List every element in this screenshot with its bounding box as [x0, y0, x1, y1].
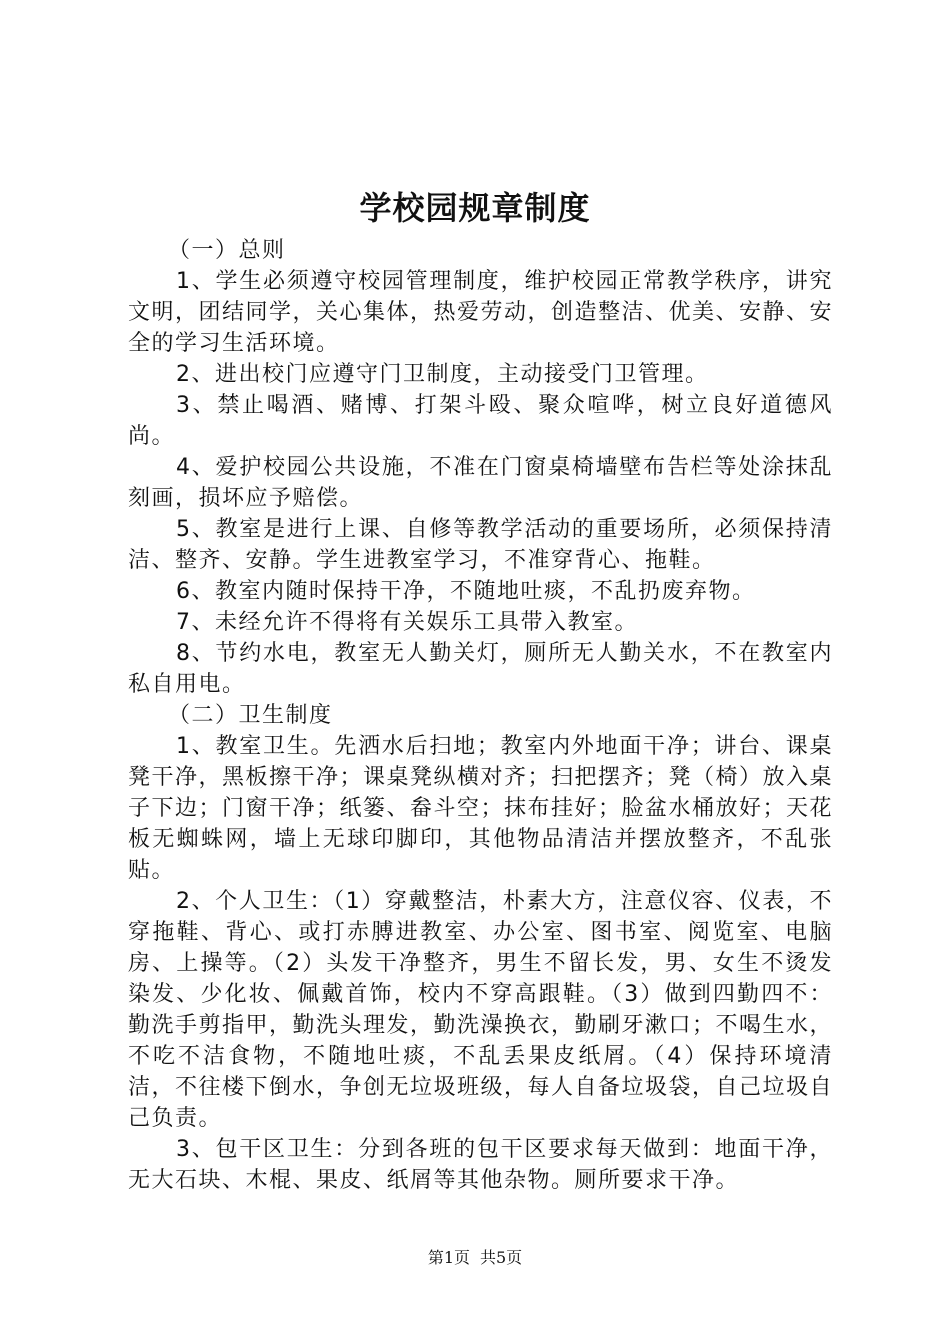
paragraph: 6、教室内随时保持干净，不随地吐痰，不乱扔废弃物。	[176, 579, 756, 604]
section-heading-general: （一）总则	[168, 238, 286, 263]
paragraph: 4、爱护校园公共设施，不准在门窗桌椅墙壁布告栏等处涂抹乱刻画，损坏应予赔偿。	[128, 455, 833, 511]
paragraph: 3、禁止喝酒、赌博、打架斗殴、聚众喧哗，树立良好道德风尚。	[128, 393, 833, 449]
paragraph: 5、教室是进行上课、自修等教学活动的重要场所，必须保持清洁、整齐、安静。学生进教室学习，不准穿背心、拖鞋。	[128, 517, 833, 573]
paragraph: 3、包干区卫生：分到各班的包干区要求每天做到：地面干净，无大石块、木棍、果皮、纸屑等其他杂物。厕所要求干净。	[128, 1137, 833, 1193]
section-heading-hygiene: （二）卫生制度	[168, 703, 333, 728]
paragraph: 2、进出校门应遵守门卫制度，主动接受门卫管理。	[176, 362, 709, 387]
document-title: 学校园规章制度	[359, 189, 591, 227]
page-number: 第1页	[427, 1248, 470, 1267]
paragraph: 2、个人卫生：（1）穿戴整洁，朴素大方，注意仪容、仪表，不穿拖鞋、背心、或打赤膊进教室、办公室、图书室、阅览室、电脑房、上操等。（2）头发干净整齐，男生不留长发，男、女生不烫发染发、少化妆、佩戴首饰，校内不穿高跟鞋。（3）做到四勤四不：勤洗手剪指甲，勤洗头理发，勤洗澡换衣，勤刷牙漱口；不喝生水，不吃不洁食物，不随地吐痰，不乱丢果皮纸屑。（4）保持环境清洁，不往楼下倒水，争创无垃圾班级，每人自备垃圾袋，自己垃圾自己负责。	[128, 889, 834, 1131]
page-total: 共5页	[480, 1248, 523, 1267]
paragraph: 8、节约水电，教室无人勤关灯，厕所无人勤关水，不在教室内私自用电。	[128, 641, 833, 697]
document-body	[128, 235, 833, 1196]
paragraph: 7、未经允许不得将有关娱乐工具带入教室。	[176, 610, 638, 635]
page-footer	[0, 1248, 950, 1268]
paragraph: 1、教室卫生。先洒水后扫地；教室内外地面干净；讲台、课桌凳干净，黑板擦干净；课桌凳纵横对齐；扫把摆齐；凳（椅）放入桌子下边；门窗干净；纸篓、畚斗空；抹布挂好；脸盆水桶放好；天花板无蜘蛛网，墙上无球印脚印，其他物品清洁并摆放整齐，不乱张贴。	[128, 734, 834, 883]
paragraph: 1、学生必须遵守校园管理制度，维护校园正常教学秩序，讲究文明，团结同学，关心集体，热爱劳动，创造整洁、优美、安静、安全的学习生活环境。	[128, 269, 834, 356]
